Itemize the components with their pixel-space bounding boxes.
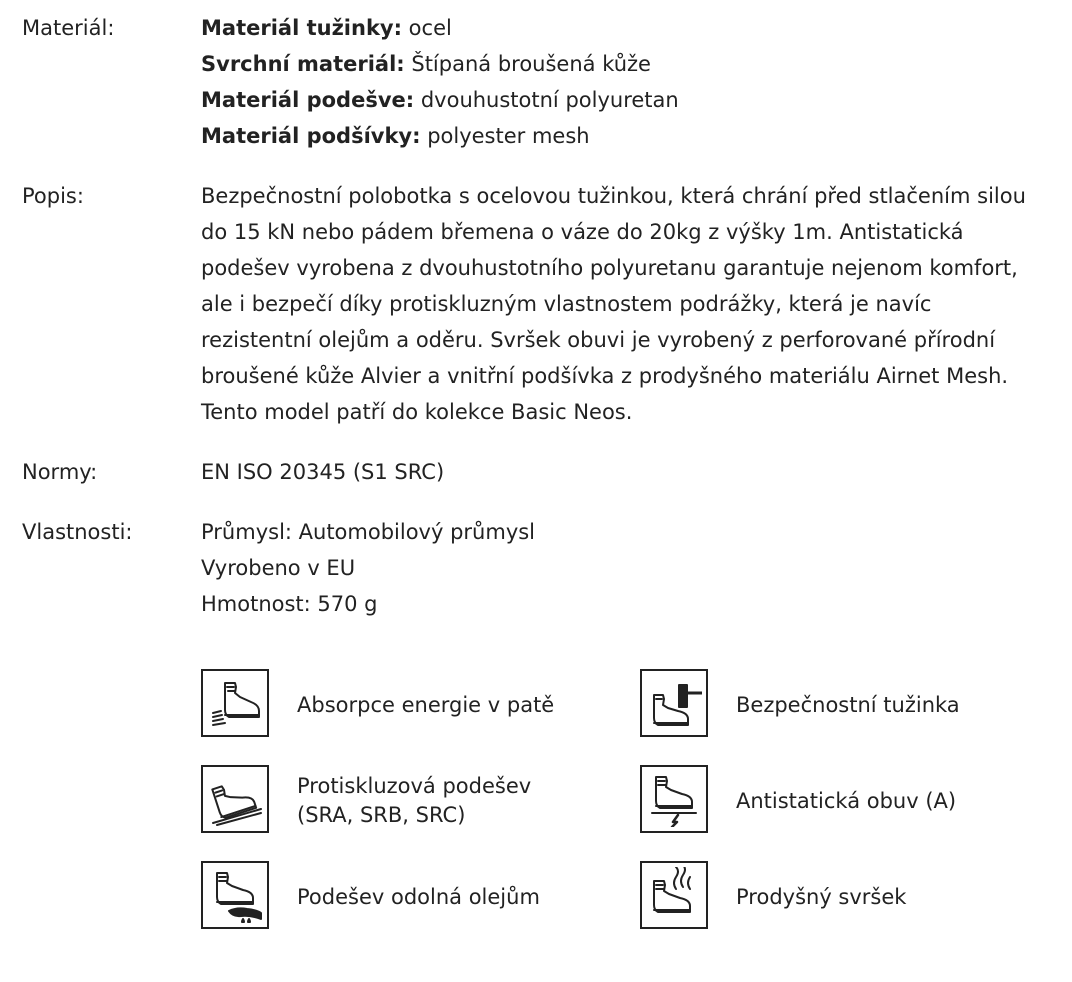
property-line: Průmysl: Automobilový průmysl [201, 520, 536, 544]
shoe-energy-absorption-icon [201, 669, 269, 737]
description-line: Bezpečnostní polobotka s ocelovou tužinkou, která chrání před stlačením silou [201, 184, 1026, 208]
standards-value: EN ISO 20345 (S1 SRC) [201, 460, 445, 484]
shoe-breathable-icon [640, 861, 708, 929]
property-line: Hmotnost: 570 g [201, 592, 378, 616]
description-line: broušené kůže Alvier a vnitřní podšívka z prodyšného materiálu Airnet Mesh. [201, 364, 1009, 388]
description-line: do 15 kN nebo pádem břemena o váze do 20kg z výšky 1m. Antistatická [201, 220, 964, 244]
material-item-value: dvouhustotní polyuretan [414, 88, 679, 112]
description-text [201, 178, 1051, 430]
material-item [201, 118, 590, 154]
description-line: ale i bezpečí díky protiskluzným vlastnostem podrážky, která je navíc [201, 292, 932, 316]
feature-label: Podešev odolná olejům [297, 884, 540, 909]
material-item-value: Štípaná broušená kůže [404, 52, 651, 76]
feature-label: Prodyšný svršek [736, 884, 907, 909]
shoe-slip-resistant-icon [201, 765, 269, 833]
feature-label: Absorpce energie v patě [297, 692, 555, 717]
shoe-antistatic-icon [640, 765, 708, 833]
standards-label: Normy: [22, 460, 98, 484]
feature-label: Antistatická obuv (A) [736, 788, 957, 813]
description-line: Tento model patří do kolekce Basic Neos. [201, 400, 633, 424]
material-item [201, 10, 452, 46]
material-item [201, 46, 651, 82]
property-line: Vyrobeno v EU [201, 556, 356, 580]
material-item [201, 82, 679, 118]
feature-label: Bezpečnostní tužinka [736, 692, 960, 717]
material-item-value: ocel [402, 16, 452, 40]
description-line: rezistentní olejům a oděru. Svršek obuvi je vyrobený z perforované přírodní [201, 328, 996, 352]
properties-list [201, 514, 1051, 622]
material-item-key: Materiál tužinky: [201, 16, 402, 40]
shoe-oil-resistant-icon [201, 861, 269, 929]
feature-label: (SRA, SRB, SRC) [297, 803, 466, 827]
material-item-key: Materiál podešve: [201, 88, 415, 112]
material-item-key: Materiál podšívky: [201, 124, 421, 148]
material-item-key: Svrchní materiál: [201, 52, 405, 76]
feature-label: Protiskluzová podešev [297, 774, 532, 798]
material-label: Materiál: [22, 16, 115, 40]
description-label: Popis: [22, 184, 84, 208]
shoe-steel-toecap-icon [640, 669, 708, 737]
material-item-value: polyester mesh [420, 124, 590, 148]
properties-label: Vlastnosti: [22, 520, 133, 544]
description-line: podešev vyrobena z dvouhustotního polyuretanu garantuje nejenom komfort, [201, 256, 1018, 280]
